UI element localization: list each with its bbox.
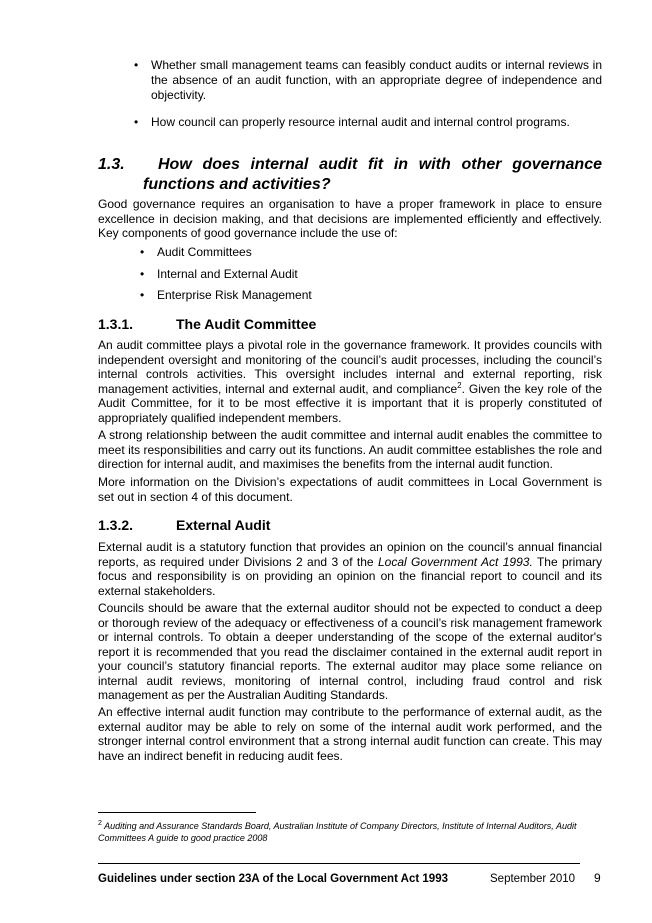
paragraph-text: The primary focus and responsibility is on providing an opinion on the financial report to council and its external stakeholders.	[98, 554, 603, 598]
footer-divider	[98, 863, 580, 864]
list-item	[98, 267, 602, 282]
section-title: The Audit Committee	[176, 316, 317, 332]
bullet-text: Enterprise Risk Management	[157, 288, 312, 302]
page-number: 9	[594, 871, 601, 885]
audit-committee-paragraph-1	[98, 338, 602, 425]
bullet-icon: •	[134, 115, 139, 129]
bullet-icon: •	[134, 58, 139, 72]
paragraph-text: . Given the key role of the Audit Committee, for it to be most effective it is important that it is properly constituted of appropriately qualified independent members.	[98, 381, 602, 425]
footnote-reference: 2	[457, 380, 462, 390]
governance-intro-paragraph: Good governance requires an organisation to have a proper framework in place to ensure excellence in decision making, and that decisions are implemented efficiently and effectively. Key components of good governance include the use of:	[98, 197, 602, 240]
bullet-text: Whether small management teams can feasibly conduct audits or internal reviews in the absence of an audit function, with an appropriate degree of independence and objectivity.	[151, 58, 602, 102]
audit-committee-paragraph-2: A strong relationship between the audit committee and internal audit enables the committee to meet its responsibilities and carry out its functions. An audit committee establishes the role and direction for internal audit, and maximises the benefits from the internal audit function.	[98, 428, 602, 471]
footnote-text: Auditing and Assurance Standards Board, Australian Institute of Company Directors, Institute of Internal Auditors, Audit Committees A guide to good practice 2008	[98, 821, 577, 843]
footnote-mark: 2	[98, 820, 102, 827]
external-audit-paragraph-2: Councils should be aware that the external auditor should not be expected to conduct a deep or thorough review of the adequacy or effectiveness of a council’s risk management framework or internal controls. To obtain a deeper understanding of the scope of the external auditor's report it is recommended that you read the disclaimer contained in the external audit report in your council’s statutory financial reports. The external auditor may place some reliance on internal audit reviews, monitoring of internal control, including fraud control and risk management as per the Australian Auditing Standards.	[98, 601, 602, 702]
footnote	[98, 820, 602, 844]
footnote-divider	[98, 812, 256, 813]
bullet-icon: •	[140, 245, 145, 259]
bullet-icon: •	[140, 288, 145, 302]
act-title: Local Government Act 1993.	[377, 554, 533, 569]
paragraph-text: An audit committee plays a pivotal role in the governance framework. It provides councils with independent oversight and monitoring of the council’s audit processes, including the council’s internal controls activities. This oversight includes internal and external reporting, risk management activities, internal and external audit, and compliance	[98, 338, 602, 396]
list-item	[98, 115, 602, 130]
section-title: External Audit	[176, 517, 271, 533]
list-item	[98, 245, 602, 260]
document-page	[98, 0, 602, 923]
audit-committee-paragraph-3: More information on the Division’s expectations of audit committees in Local Government is set out in section 4 of this document.	[98, 475, 602, 504]
footer-date: September 2010	[490, 873, 576, 885]
governance-components-list	[98, 245, 602, 310]
section-number: 1.3.	[98, 156, 125, 173]
bullet-text: How council can properly resource internal audit and internal control programs.	[151, 115, 570, 129]
footer-title: Guidelines under section 23A of the Local Government Act 1993	[98, 873, 448, 885]
section-number: 1.3.2.	[98, 517, 134, 533]
consideration-bullet-list	[98, 58, 602, 142]
section-number: 1.3.1.	[98, 316, 134, 332]
bullet-text: Internal and External Audit	[157, 266, 298, 281]
bullet-text: Audit Committees	[157, 245, 252, 259]
list-item	[98, 288, 602, 303]
bullet-icon: •	[140, 266, 145, 281]
section-title-line2: functions and activities?	[143, 176, 331, 193]
paragraph-text: External audit is a statutory function that provides an opinion on the council’s annual financial reports, as required under Divisions 2 and 3 of the	[98, 540, 602, 569]
section-title-line1: How does internal audit fit in with other governance	[158, 156, 602, 173]
list-item	[98, 58, 602, 103]
external-audit-paragraph-1	[98, 540, 602, 598]
external-audit-paragraph-3: An effective internal audit function may contribute to the performance of external audit, as the external auditor may be able to rely on some of the internal audit work performed, and the stronger internal control environment that a strong internal audit function can create. This may have an indirect benefit in reducing audit fees.	[98, 705, 602, 763]
